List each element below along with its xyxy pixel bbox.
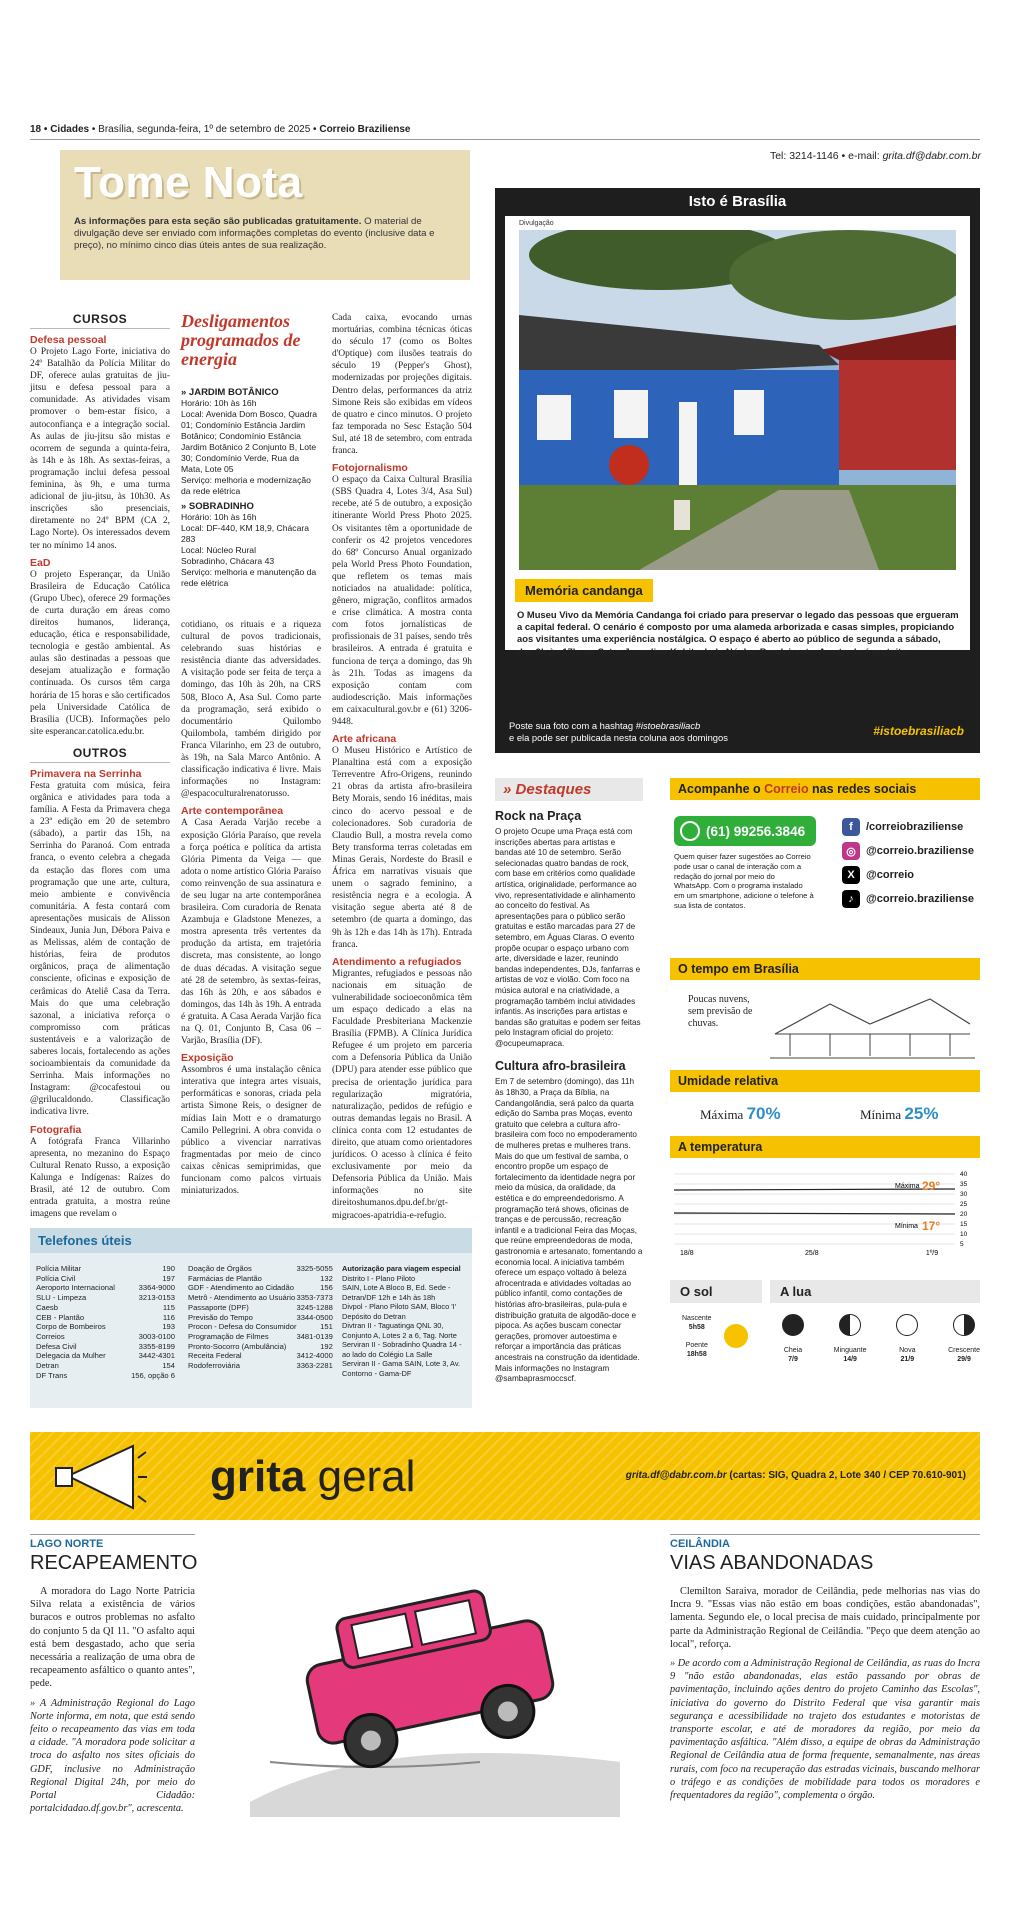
complaint-text: A moradora do Lago Norte Patricia Silva relata a existência de vários buracos e outros problemas no asfalto do conjunto 5 da QI 11. "O asfalto aqui está bem desgastado, acho que seria necessária a realização de uma obra de recapeamento asfáltico o quanto antes", pede. — [30, 1586, 195, 1690]
temp-min-value: 17° — [922, 1219, 941, 1233]
whatsapp-button[interactable]: (61) 99256.3846 — [674, 816, 816, 846]
phone-number[interactable]: 115 — [162, 1302, 175, 1312]
phone-number[interactable]: 154 — [162, 1361, 175, 1371]
moon-title: A lua — [770, 1280, 980, 1303]
grita-contact: grita.df@dabr.com.br (cartas: SIG, Quadra 2, Lote 340 / CEP 70.610-901) — [625, 1470, 966, 1481]
phone-number[interactable]: 3412-4000 — [296, 1351, 333, 1361]
photo-title: Memória candanga — [515, 579, 653, 602]
phone-service: GDF - Atendimento ao Cidadão — [188, 1283, 294, 1293]
building-illustration — [770, 994, 975, 1064]
temp-max-label: Máxima — [895, 1183, 920, 1190]
phone-row — [188, 1264, 339, 1274]
social-link[interactable]: @correio — [866, 869, 915, 881]
phone-number[interactable]: 3245-1288 — [296, 1302, 333, 1312]
car-cartoon — [230, 1532, 630, 1817]
section-title: Arte africana — [332, 733, 397, 746]
phone-row — [36, 1361, 181, 1371]
highlight-text: O projeto Ocupe uma Praça está com inscrições abertas para artistas e bandas até 10 de setembro. Serão selecionadas quatro bandas de rock, com base em critérios como qualidade artística, originalidade, performance ao vivo, representatividade e alinhamento ao conceito do festival. As apresentações para o público serão gratuitas e estão marcadas para 27 de setembro, em Águas Claras. O evento propõe ocupar o espaço urbano com arte, diversidade e lazer, reunindo bandas independentes, DJs, fanfarras e artistas de voz e violão. Com foco na música autoral e na criatividade, a programação também inclui atividades infantis. As inscrições para artistas e bandas são gratuitas e podem ser feitas pelo Instagram oficial do projeto: @ocupeumapraca. — [495, 827, 641, 1048]
phone-number[interactable]: 193 — [162, 1322, 175, 1332]
region-label: » SOBRADINHO — [181, 501, 254, 512]
phone-row — [36, 1371, 181, 1381]
sun-title: O sol — [670, 1280, 762, 1303]
phone-service: Procon - Defesa do Consumidor — [188, 1322, 297, 1332]
photo-frame — [505, 216, 970, 657]
moon-phases — [782, 1314, 980, 1364]
phone-row — [188, 1274, 339, 1284]
phone-row — [188, 1313, 339, 1323]
response-text: » De acordo com a Administração Regional de Ceilândia, as ruas do Incra 9 "não estão abandonadas, elas estão passando por obras de pavimentação, incluindo ações dentro do projeto Caminho das Escolas", iniciativa do governo do Distrito Federal que visa garantir mais segurança e acessibilidade no trajeto dos estudantes e motoristas de transporte escolar, e até de moradores da região, por meio da pavimentação asfáltica. "Além disso, a equipe de obras da Administração Regional de Ceilândia atua de forma frequente, semanalmente, nas áreas rurais, com foco na recuperação das estradas vicinais, buscando melhorar o tráfego e as condições de mobilidade para todos os moradores e frequentadores da região", complementa o órgão. — [670, 1658, 980, 1802]
phone-service: Rodoferroviária — [188, 1361, 240, 1371]
section-title: Atendimento a refugiados — [332, 955, 462, 968]
phone-service: Corpo de Bombeiros — [36, 1322, 106, 1332]
phone-number[interactable]: 3353-7373 — [296, 1293, 333, 1303]
contact-line — [770, 150, 981, 162]
instagram-icon: ◎ — [842, 842, 860, 860]
temperature-title: A temperatura — [670, 1136, 980, 1158]
grita-title: grita geral — [210, 1452, 416, 1501]
axis-tick: 10 — [960, 1231, 968, 1238]
tiktok-icon: ♪ — [842, 890, 860, 908]
phone-table-1 — [36, 1264, 181, 1380]
temperature-chart — [670, 1166, 980, 1266]
phone-row — [188, 1361, 339, 1371]
axis-tick: 25 — [960, 1201, 968, 1208]
humidity-min: Mínima 25% — [860, 1104, 939, 1123]
complaint-headline: RECAPEAMENTO — [30, 1552, 198, 1574]
tome-nota-intro: As informações para esta seção são publicadas gratuitamente. O material de divulgação deve ser enviado com informações completas do evento (inclusive data e preço), no mínimo cinco dias úteis antes de sua realização. — [74, 216, 435, 251]
section-title: EaD — [30, 556, 51, 569]
phone-service: DF Trans — [36, 1370, 68, 1380]
phone-table-2 — [188, 1264, 339, 1371]
outage-details: Horário: 10h às 16h Local: DF-440, KM 18,9, Chácara 283 Local: Núcleo Rural Sobradinho, Chácara 43 Serviço: melhoria e manutenção da rede elétrica — [181, 512, 317, 588]
phone-number[interactable]: 156 — [320, 1283, 333, 1293]
highlight-title: Cultura afro-brasileira — [495, 1059, 626, 1074]
article-text: Assombros é uma instalação cênica interativa que integra artes visuais, performáticas e sonoras, criada pela artista Simone Reis, o designer de mídias Iain Mott e o dramaturgo Camilo Pellegrini. A obra convida o público a vivenciar narrativas fragmentadas por meio de cinco caixas cênicas semiprimidas, que funcionam como palcos virtuais miniaturizados. — [181, 1065, 321, 1197]
region-label: LAGO NORTE — [30, 1534, 195, 1550]
article-text: O Museu Histórico e Artístico de Planaltina está com a exposição Terreventre Afro-Origens, reunindo 21 obras da artista afro-brasileira Bety Morais, sendo 16 inéditas, mais cinco do acervo pessoal e de colecionadores. Sob curadoria de Claudio Bull, a mostra revela como Bety transforma terras coletadas em Minas Gerais, Nordeste do Brasil e África em narrativas visuais que unem o sagrado feminino, a resistência negra e a ecologia. A visitação segue aberta até 8 de setembro (de quarta a domingo, das 9h às 12h e das 14h às 17h). Entrada franca. — [332, 746, 472, 950]
axis-tick: 15 — [960, 1221, 968, 1228]
axis-tick: 1º/9 — [925, 1250, 939, 1257]
temp-min-label: Mínima — [895, 1223, 918, 1230]
paper-name: Correio Braziliense — [319, 124, 411, 135]
phone-service: Metrô - Atendimento ao Usuário — [188, 1293, 296, 1303]
phone-row — [36, 1293, 181, 1303]
phone-row — [36, 1283, 181, 1293]
article-text: A Casa Aerada Varjão recebe a exposição Glória Paraíso, que revela a força poética e política da artista Glória Pimenta da Veiga — que adota o nome artístico Glória Paraíso como reinvenção de sua assinatura e de seu lugar na arte contemporânea brasileira. Com curadoria de Renata Azambuja e Gladstone Menezes, a mostra apresenta três vertentes da produção da artista, em trajetória discreta, mas consistente, ao longo de duas décadas. A visitação segue até 28 de setembro, às sextas-feiras, das 16h às 20h, e aos sábados e domingos, das 14h às 19h. A entrada é gratuita. A Casa Aerada Varjão fica na Q. 01, Conjunto B, Casa 06 – Varjão, Brasília (DF). — [181, 818, 321, 1047]
phone-row — [36, 1342, 181, 1352]
phone-row — [188, 1322, 339, 1332]
forecast-text: Poucas nuvens, sem previsão de chuvas. — [688, 994, 753, 1029]
cursos-heading: CURSOS — [30, 312, 170, 329]
grita-banner — [30, 1432, 980, 1520]
phone-row — [188, 1293, 339, 1303]
waning-moon-icon — [839, 1314, 861, 1336]
energy-headline: Desligamentos programados de energia — [181, 311, 301, 369]
column-3 — [332, 312, 472, 1222]
contact-email[interactable]: grita.df@dabr.com.br — [882, 150, 981, 162]
tome-nota-title: Tome Nota — [74, 158, 303, 207]
social-link[interactable]: @correio.braziliense — [866, 845, 974, 857]
page-header: 18 • Cidades • Brasília, segunda-feira, 1º de setembro de 2025 • Correio Braziliense — [30, 124, 411, 135]
phone-number[interactable]: 156, opção 6 — [131, 1370, 175, 1380]
axis-tick: 5 — [960, 1241, 964, 1248]
moon-phase: Crescente 29/9 — [948, 1314, 980, 1364]
outros-heading: OUTROS — [30, 746, 170, 763]
phone-service: Previsão do Tempo — [188, 1312, 253, 1322]
photo-caption: O Museu Vivo da Memória Candanga foi criado para preservar o legado das pessoas que ergueram a capital federal. O cenário é composto por uma alameda arborizada e casas simples, propiciando aos visitantes uma experiência nostálgica. O espaço é aberto ao público de segunda a sábado, das 9h às 17h, no Setor Juscelino Kubitschek, Núcleo Bandeirante. A entrada é gratuita. — [517, 609, 959, 657]
header-rule — [30, 139, 980, 140]
phone-service: Defesa Civil — [36, 1341, 77, 1351]
moon-phase: Minguante 14/9 — [834, 1314, 867, 1364]
social-link[interactable]: @correio.braziliense — [866, 893, 974, 905]
section-title: Fotojornalismo — [332, 462, 408, 475]
weather-title: O tempo em Brasília — [670, 958, 980, 980]
section-name: Cidades — [50, 124, 90, 135]
phone-row — [188, 1332, 339, 1342]
axis-tick: 25/8 — [805, 1250, 819, 1257]
phone-number[interactable]: 190 — [162, 1264, 175, 1273]
new-moon-icon — [896, 1314, 918, 1336]
phone-service: Correios — [36, 1331, 65, 1341]
phone-service: Polícia Civil — [36, 1273, 76, 1283]
phone-number[interactable]: 3481-0139 — [296, 1331, 333, 1341]
article-text: O projeto Esperançar, da União Brasileira de Educação Católica (Grupo Ubec), oferece 29 formações de curta duração em áreas como direitos humanos, liderança, educação, ética e responsabilidade, tecnologia e gestão ambiental. As aulas são destinadas a pessoas que desejam atualização e formação continuada. Os cursos têm carga horária de 15 horas e são certificados pela Universidade Católica de Brasília (UCB). Informações pelo site esperancar.catolica.edu.br. — [30, 569, 170, 737]
column-1 — [30, 312, 170, 1220]
complaint-headline: VIAS ABANDONADAS — [670, 1552, 874, 1574]
phone-row — [188, 1283, 339, 1293]
section-title: Fotografia — [30, 1123, 82, 1136]
phone-number[interactable]: 132 — [320, 1273, 333, 1283]
phone-row — [188, 1303, 339, 1313]
humidity-max: Máxima 70% — [700, 1104, 781, 1123]
phone-service: Doação de Órgãos — [188, 1264, 252, 1273]
hashtag-note: Poste sua foto com a hashtag #istoebrasiliacb e ela pode ser publicada nesta coluna aos domingos — [509, 720, 728, 743]
isto-title: Isto é Brasília — [688, 193, 787, 210]
telefones-title: Telefones úteis — [30, 1228, 472, 1253]
phone-number[interactable]: 151 — [320, 1322, 333, 1332]
section-title: Arte contemporânea — [181, 805, 284, 818]
sunrise-info: Nascente 5h58 Poente 18h58 — [682, 1315, 712, 1358]
axis-tick: 35 — [960, 1181, 968, 1188]
moon-phase: Cheia 7/9 — [782, 1314, 804, 1364]
highlight-text: Em 7 de setembro (domingo), das 11h às 18h30, a Praça da Bíblia, na Candangolândia, será palco da quarta edição do Samba pras Moças, evento gratuito que celebra a cultura afro-brasileira com foco no empoderamento de mulheres pretas e mulheres trans. Mais do que um festival de samba, o encontro propõe um espaço de fortalecimento da identidade negra por meio da música, da oralidade, da estética e do empreendedorismo. A programação terá shows, oficinas de tranças e de percussão, recreação infantil e a tradicional Feira das Moças, que reúne empreendedoras de moda, gastronomia e artesanato, fomentando a economia local. A iniciativa também oferece um espaço voltado à beleza afrocentrada e atividades voltadas ao público infantil, como contações de histórias afro-brasileiras, pula-pula e distribuição gratuita de algodão-doce e pipoca. As ações buscam conectar gerações, promover autoestima e reforçar a importância das práticas ancestrais na construção da identidade. Mais informações no Instagram @sambaprasmoccscf. — [495, 1077, 643, 1384]
whatsapp-info: Quem quiser fazer sugestões ao Correio pode usar o canal de interação com a redação do jornal por meio do WhatsApp. Com o programa instalado em um smartphone, adicione o telefone à sua lista de contatos. — [674, 852, 814, 910]
grita-left-column — [30, 1534, 198, 1815]
section-title: Exposição — [181, 1052, 234, 1065]
grita-right-column — [670, 1534, 980, 1802]
megaphone-icon — [48, 1438, 148, 1516]
phone-row — [36, 1351, 181, 1361]
phone-service: Polícia Militar — [36, 1264, 82, 1273]
axis-tick: 30 — [960, 1191, 968, 1198]
phone-service: Aeroporto Internacional — [36, 1283, 115, 1293]
phone-service: Programação de Filmes — [188, 1331, 269, 1341]
phone-service: Receita Federal — [188, 1351, 242, 1361]
article-text: Migrantes, refugiados e pessoas não nacionais em situação de vulnerabilidade socioeconômica têm um espaço dedicado a elas na Faculdade Presbiteriana Mackenzie Brasília (FPMB). A Clínica Jurídica Refugee é um projeto em parceria com a Defensoria Pública da União (DPU) para atender esse público que precisa de orientação jurídica para regularização migratória, naturalização, pedidos de refúgio e outras demandas legais no Brasil. A clínica conta com 12 estudantes de direito, que atuam como orientadores jurídicos. O acesso à clínica é feito exclusivamente por meio da Defensoria Pública da União. Mais informações no site direitoshumanos.dpu.def.br/gt-migracoes-apatridia-e-refugio. — [332, 968, 472, 1221]
section-title: Defesa pessoal — [30, 334, 107, 346]
museum-photo — [519, 230, 956, 570]
article-text: Cada caixa, evocando urnas mortuárias, combina técnicas óticas do século 17 (como os Boltes d'Optique) com ilusões teatrais do século 19 (Pepper's Ghost), modernizadas por projeções digitais. Dentro delas, performances da atriz Simone Reis são exibidas em vídeos de quatro e cinco minutos. O projeto faz temporada no Sesc Estação 504 Sul, até 18 de setembro, com entrada franca. — [332, 313, 472, 457]
weather-box — [670, 958, 980, 1363]
phone-row — [188, 1351, 339, 1361]
phone-service: Delegacia da Mulher — [36, 1351, 106, 1361]
axis-tick: 20 — [960, 1211, 968, 1218]
phone-number[interactable]: 3213-0153 — [138, 1293, 175, 1303]
full-moon-icon — [782, 1314, 804, 1336]
destaques-column — [495, 778, 643, 1385]
phone-service: Detran — [36, 1361, 59, 1371]
tome-nota-box — [60, 150, 470, 280]
moon-phase: Nova 21/9 — [896, 1314, 918, 1364]
phone-service: Caesb — [36, 1302, 58, 1312]
photo-credit: Divulgação — [519, 220, 554, 227]
phone-service: CEB - Plantão — [36, 1312, 85, 1322]
sun-icon — [716, 1314, 756, 1360]
waxing-moon-icon — [953, 1314, 975, 1336]
destaques-title: » Destaques — [495, 778, 643, 801]
phone-row — [36, 1264, 181, 1274]
social-link[interactable]: /correiobraziliense — [866, 821, 964, 833]
humidity-title: Umidade relativa — [670, 1070, 980, 1092]
grita-email: grita.df@dabr.com.br — [625, 1470, 727, 1481]
phone-row — [36, 1303, 181, 1313]
viagem-info: Autorização para viagem especial Distrito I - Plano Piloto SAIN, Lote A Bloco B, Ed. Sede - Detran/DF 12h e 14h às 18h Divpol - Plano Piloto SAM, Bloco 'I' Depósito do Detran Divtran II - Taguatinga QNL 30, Conjunto A, Lotes 2 a 6, Tag. Norte Serviran II - Sobradinho Quadra 14 - ao lado do Colégio La Salle Serviran II - Gama SAIN, Lote 3, Av. Contorno - Gama-DF — [342, 1264, 462, 1378]
article-text: O espaço da Caixa Cultural Brasília (SBS Quadra 4, Lotes 3/4, Asa Sul) recebe, até 5 de outubro, a exposição itinerante World Press Photo 2025. Os visitantes têm a oportunidade de conferir os 42 projetos vencedores do 68º Concurso Anual organizado pela World Press Photo Foundation, que refletem os temas mais noticiados na atualidade: política, gênero, migração, conflitos armados e crise climática. A mostra conta com fotos jornalísticas de profissionais de 31 países, sendo três brasileiros. A entrada é gratuita e funciona de terça a domingo, das 9h às 21h. Todas as imagens da exposição contam com audiodescrição. Mais informações em caixacultural.gov.br e (61) 3206-9448. — [332, 475, 472, 727]
phone-service: Pronto-Socorro (Ambulância) — [188, 1341, 287, 1351]
section-title: Primavera na Serrinha — [30, 767, 142, 780]
axis-tick: 18/8 — [680, 1250, 694, 1257]
phone-service: Passaporte (DPF) — [188, 1302, 249, 1312]
phone-service: Farmácias de Plantão — [188, 1273, 262, 1283]
phone-service: SLU - Limpeza — [36, 1293, 87, 1303]
phone-number[interactable]: 3003-0100 — [138, 1331, 175, 1341]
phone-row — [36, 1332, 181, 1342]
temp-max-value: 29° — [922, 1179, 941, 1193]
social-links — [842, 818, 974, 914]
complaint-text: Clemilton Saraiva, morador de Ceilândia, pede melhorias nas vias do Incra 9. "Essas vias não estão em boas condições, estão abandonadas", lamenta. Segundo ele, o local precisa de mais cuidado, principalmente por parte da Administração Regional de Ceilândia. "Peço que deem atenção ao local", reforça. — [670, 1586, 980, 1650]
phone-number[interactable]: 3363-2281 — [296, 1361, 333, 1371]
column-2 — [181, 312, 321, 1197]
contact-label: Tel: 3214-1146 • e-mail: — [769, 150, 880, 162]
phone-row — [36, 1313, 181, 1323]
telefones-box — [30, 1228, 472, 1408]
region-label: » JARDIM BOTÂNICO — [181, 387, 279, 398]
page-number: 18 — [30, 124, 42, 135]
article-text: A fotógrafa Franca Villarinho apresenta, no mezanino do Espaço Cultural Renato Russo, a exposição Kalunga e Indígenas: Raízes do Brasil, até 12 de outubro. Com entrada gratuita, a mostra reúne imagens que revelam o — [30, 1136, 170, 1220]
whatsapp-icon — [680, 821, 700, 841]
phone-row — [36, 1274, 181, 1284]
hashtag-badge[interactable]: #istoebrasiliacb — [873, 724, 964, 738]
x-icon: X — [842, 866, 860, 884]
response-text: » A Administração Regional do Lago Norte informa, em nota, que está sendo feito o recapeamento das vias em toda a cidade. "A moradora pode solicitar a troca do asfalto nos sites oficiais do GDF, inclusive no Administração Regional Digital 24h, por meio do Portal Cidadão: portalcidadao.df.gov.br", acrescenta. — [30, 1697, 195, 1815]
phone-number[interactable]: 3325-5055 — [296, 1264, 333, 1273]
phone-row — [36, 1322, 181, 1332]
phone-number[interactable]: 3355-8199 — [138, 1341, 175, 1351]
phone-number[interactable]: 192 — [320, 1341, 333, 1351]
phone-number[interactable]: 197 — [162, 1273, 175, 1283]
axis-tick: 40 — [960, 1171, 968, 1178]
phone-number[interactable]: 3364-9000 — [138, 1283, 175, 1293]
phone-number[interactable]: 3442-4301 — [138, 1351, 175, 1361]
isto-e-brasilia-box — [495, 188, 980, 753]
outage-details: Horário: 10h às 16h Local: Avenida Dom Bosco, Quadra 01; Condomínio Estância Jardim Botânico; Condomínio Estância Jardim Botânico 2 Conjunto B, Lote 30; Condomínio Verde, Rua da Mata, Lote 05 Serviço: melhoria e modernização da rede elétrica — [181, 398, 317, 496]
phone-row — [188, 1342, 339, 1352]
facebook-icon: f — [842, 818, 860, 836]
article-text: Festa gratuita com música, feira orgânica e atividades para toda a família. A Festa da Primavera chega a 23ª edição em 20 de setembro (sábado), a partir das 15h, na Serrinha do Paranoá. Com entrada franca, o evento celebra a chegada da estação das flores com uma programação que une arte, cultura, meio ambiente e convivência comunitária. A festa contará com apresentações musicais de Alisson Sindeaux, Junia Jun, Débora Paiva e as Melissas, além de contação de histórias, feira de produtos orgânicos, praça de alimentação consciente, oficinas e exposição de cerâmicas do Ateliê Casa da Terra. Mais do que uma celebração sazonal, a iniciativa reforça o compromisso com práticas sustentáveis e a valorização de saberes locais, fortalecendo as ações socioambientais da comunidade da Serrinha. Mais informações no Instagram: @cocafestoui ou @grilucaldondo. Classificação indicativa livre. — [30, 780, 170, 1118]
phone-number[interactable]: 3344-0500 — [296, 1312, 333, 1322]
region-label: CEILÂNDIA — [670, 1534, 980, 1550]
social-title: Acompanhe o Correio nas redes sociais — [670, 778, 980, 800]
phone-number[interactable]: 116 — [162, 1312, 175, 1322]
highlight-title: Rock na Praça — [495, 809, 582, 823]
dateline: • Brasília, segunda-feira, 1º de setembro de 2025 • — [91, 124, 317, 135]
social-box — [670, 778, 980, 910]
article-text: O Projeto Lago Forte, iniciativa do 24º Batalhão da Polícia Militar do DF, oferece aulas gratuitas de jiu-jitsu e defesa pessoal para a comunidade. As atividades visam promover o bem-estar físico, a autoconfiança e a integração social. As aulas de jiu-jitsu são mistas e ocorrem de segunda a quinta-feira, às 14h e às 18h. As sextas-feiras, a programação inclui defesa pessoal feminina, às 9h, e uma turma adicional de jiu-jitsu, às 10h30. As inscrições são presenciais, diretamente no 24º BPM (CA 2, Lago Norte). Os interessados devem ter no mínimo 14 anos. — [30, 347, 170, 551]
article-text: cotidiano, os rituais e a riqueza cultural de povos tradicionais, celebrando suas histórias e resistência diante das adversidades. A visitação pode ser feita de terça a domingo, das 10h às 20h, na CRS 508, Bloco A, Asa Sul. Como parte da programação, será exibido o documentário Quilombo Quilombola, também dirigido por Franca Vilarinho, em 23 de outubro, às 19h, na Sala Marco Antônio. A classificação indicativa é livre. Mais informações no Instagram: @espacoculturalrenatorusso. — [181, 620, 321, 800]
